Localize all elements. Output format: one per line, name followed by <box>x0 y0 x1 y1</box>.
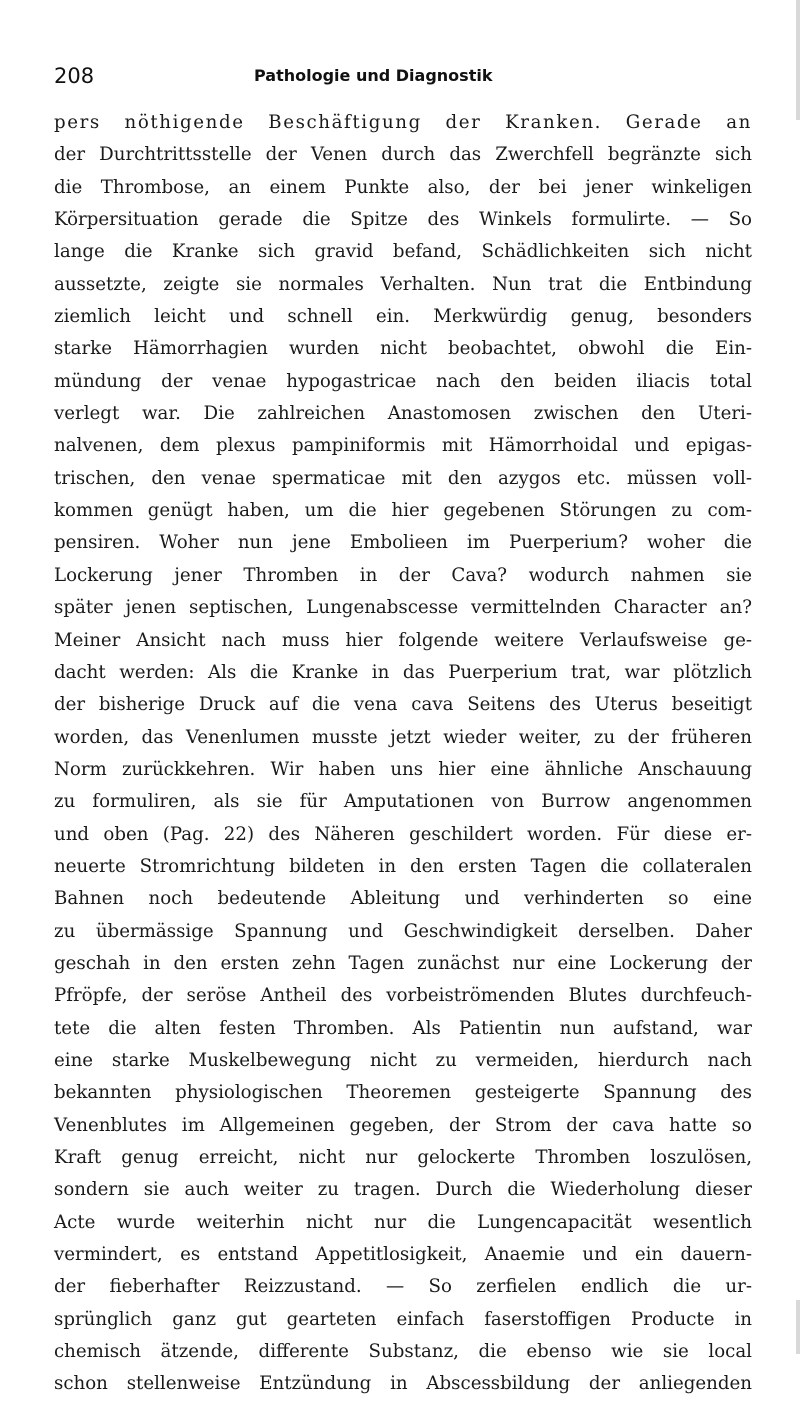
text-line: aussetzte, zeigte sie normales Verhalten. Nun trat die Entbindung <box>54 273 752 295</box>
text-line: pensiren. Woher nun jene Embolieen im Puerperium? woher die <box>54 532 752 554</box>
text-line: Pfröpfe, der seröse Antheil des vorbeiströmenden Blutes durchfeuch- <box>54 985 752 1007</box>
text-line: Venenblutes im Allgemeinen gegeben, der Strom der cava hatte so <box>54 1114 752 1136</box>
text-line: die Thrombose, an einem Punkte also, der bei jener winkeligen <box>54 176 752 198</box>
text-line: Norm zurückkehren. Wir haben uns hier eine ähnliche Anschauung <box>54 758 752 780</box>
text-line: Kraft genug erreicht, nicht nur gelockerte Thromben loszulösen, <box>54 1147 752 1168</box>
page-edge-shadow <box>796 0 800 120</box>
text-line: ziemlich leicht und schnell ein. Merkwürdig genug, besonders <box>54 306 752 328</box>
page-edge-shadow <box>796 1300 800 1354</box>
text-line: kommen genügt haben, um die hier gegebenen Störungen zu com- <box>54 500 752 522</box>
text-line: starke Hämorrhagien wurden nicht beobachtet, obwohl die Ein- <box>54 338 752 360</box>
text-line: zu formuliren, als sie für Amputationen von Burrow angenommen <box>54 791 752 813</box>
running-head: Pathologie und Diagnostik <box>254 66 493 85</box>
text-line: bekannten physiologischen Theoremen gesteigerte Spannung des <box>54 1082 752 1104</box>
text-line: der Durchtrittsstelle der Venen durch das Zwerchfell begränzte sich <box>54 144 752 166</box>
text-line: zu übermässige Spannung und Geschwindigkeit derselben. Daher <box>54 920 752 942</box>
text-line: tete die alten festen Thromben. Als Patientin nun aufstand, war <box>54 1017 752 1039</box>
text-line: pers nöthigende Beschäftigung der Kranken. Gerade an <box>54 112 752 133</box>
text-line: der bisherige Druck auf die vena cava Seitens des Uterus beseitigt <box>54 694 752 716</box>
text-line: chemisch ätzende, differente Substanz, die ebenso wie sie local <box>54 1341 752 1363</box>
text-line: sondern sie auch weiter zu tragen. Durch die Wiederholung dieser <box>54 1179 752 1201</box>
text-line: nalvenen, dem plexus pampiniformis mit Hämorrhoidal und epigas- <box>54 435 752 457</box>
text-line: vermindert, es entstand Appetitlosigkeit, Anaemie und ein dauern- <box>54 1244 752 1266</box>
text-line: sprünglich ganz gut gearteten einfach faserstoffigen Producte in <box>54 1308 752 1330</box>
text-line: geschah in den ersten zehn Tagen zunächst nur eine Lockerung der <box>54 952 752 974</box>
text-line: dacht werden: Als die Kranke in das Puerperium trat, war plötzlich <box>54 661 752 683</box>
text-line: mündung der venae hypogastricae nach den beiden iliacis total <box>54 370 752 392</box>
text-line: neuerte Stromrichtung bildeten in den ersten Tagen die collateralen <box>54 855 752 877</box>
text-line: verlegt war. Die zahlreichen Anastomosen zwischen den Uteri- <box>54 403 752 425</box>
body-text <box>54 107 752 1401</box>
text-line: und oben (Pag. 22) des Näheren geschildert worden. Für diese er- <box>54 823 752 845</box>
text-line: trischen, den venae spermaticae mit den azygos etc. müssen voll- <box>54 467 752 489</box>
text-line: Meiner Ansicht nach muss hier folgende weitere Verlaufsweise ge- <box>54 629 752 651</box>
text-line: Lockerung jener Thromben in der Cava? wodurch nahmen sie <box>54 564 752 586</box>
text-line: worden, das Venenlumen musste jetzt wieder weiter, zu der früheren <box>54 726 752 748</box>
page-header <box>54 64 754 94</box>
text-line: Acte wurde weiterhin nicht nur die Lungencapacität wesentlich <box>54 1211 752 1233</box>
text-line: der fieberhafter Reizzustand. — So zerfielen endlich die ur- <box>54 1276 752 1298</box>
page-number: 208 <box>54 64 95 88</box>
text-line: Bahnen noch bedeutende Ableitung und verhinderten so eine <box>54 888 752 910</box>
text-line: schon stellenweise Entzündung in Abscessbildung der anliegenden <box>54 1373 752 1395</box>
text-line: eine starke Muskelbewegung nicht zu vermeiden, hierdurch nach <box>54 1049 752 1071</box>
text-line: Körpersituation gerade die Spitze des Winkels formulirte. — So <box>54 209 752 231</box>
text-line: später jenen septischen, Lungenabscesse vermittelnden Character an? <box>54 597 752 619</box>
text-line: lange die Kranke sich gravid befand, Schädlichkeiten sich nicht <box>54 241 752 263</box>
